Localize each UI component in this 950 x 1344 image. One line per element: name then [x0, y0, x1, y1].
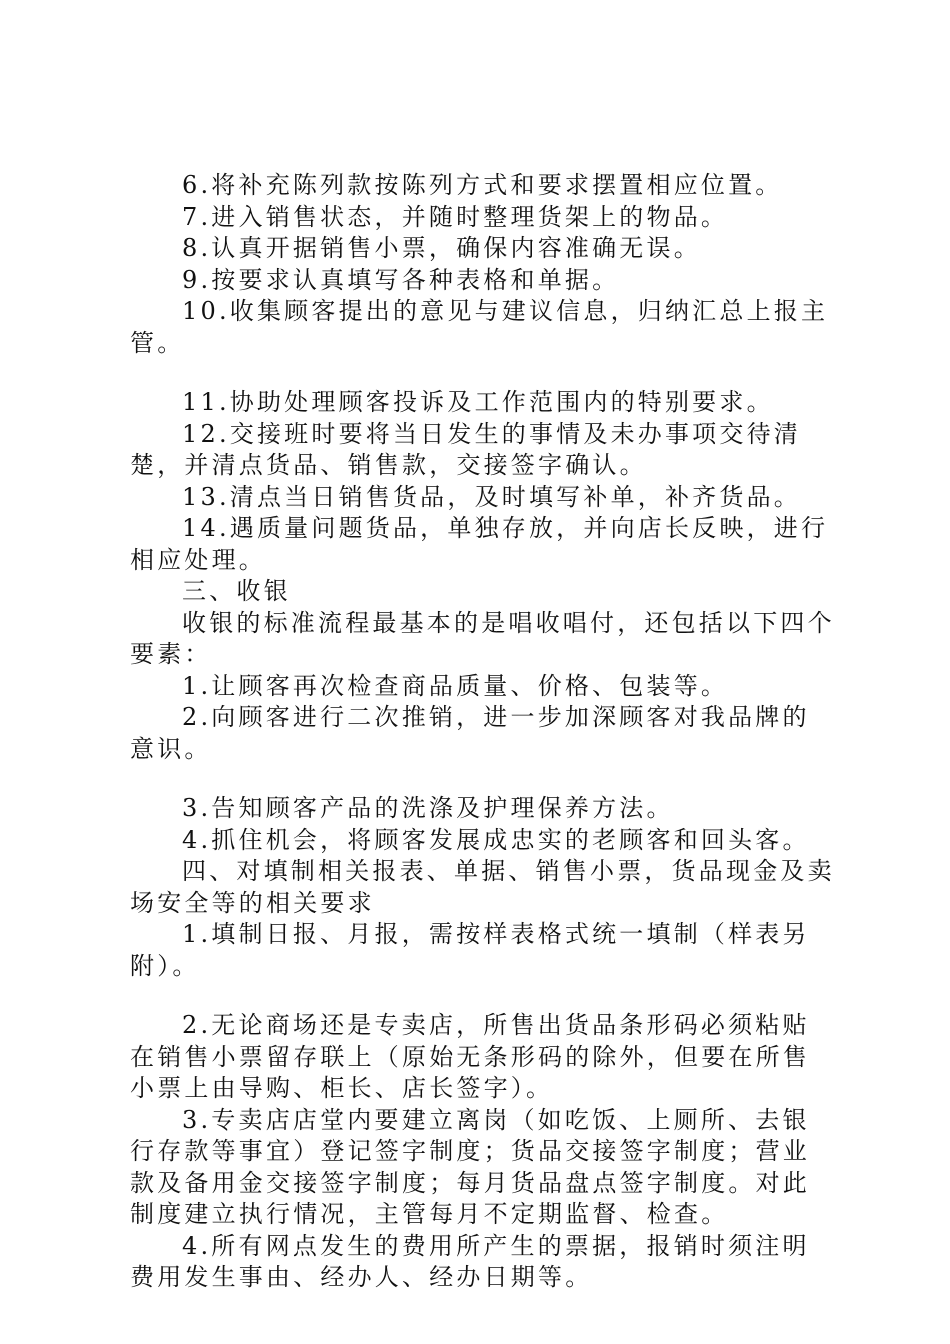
- requirement-item-2: 2.无论商场还是专卖店，所售出货品条形码必须粘贴在销售小票留存联上（原始无条形码的除外，但要在所售小票上由导购、柜长、店长签字）。: [130, 1011, 810, 1102]
- section-heading-requirements: 四、对填制相关报表、单据、销售小票，货品现金及卖场安全等的相关要求: [130, 857, 835, 917]
- paragraph-item-9: 9.按要求认真填写各种表格和单据。: [182, 265, 620, 294]
- paragraph-item-6: 6.将补充陈列款按陈列方式和要求摆置相应位置。: [182, 171, 783, 199]
- paragraph-item-12: 12.交接班时要将当日发生的事情及未办事项交待清楚，并清点货品、销售款，交接签字确认。: [130, 419, 801, 479]
- cashier-item-3: 3.告知顾客产品的洗涤及护理保养方法。: [182, 794, 674, 822]
- paragraph-item-8: 8.认真开据销售小票，确保内容准确无误。: [182, 234, 701, 262]
- requirement-item-4: 4.所有网点发生的费用所产生的票据，报销时须注明费用发生事由、经办人、经办日期等。: [130, 1231, 810, 1291]
- paragraph-item-14: 14.遇质量问题货品，单独存放，并向店长反映，进行相应处理。: [130, 514, 829, 574]
- paragraph-item-13: 13.清点当日销售货品，及时填写补单，补齐货品。: [182, 482, 801, 511]
- paragraph-spacer: [130, 982, 835, 1010]
- section-heading-cashier: 三、收银: [182, 577, 291, 605]
- paragraph-cashier-intro: 收银的标准流程最基本的是唱收唱付，还包括以下四个要素：: [130, 608, 835, 668]
- paragraph-item-10: 10.收集顾客提出的意见与建议信息，归纳汇总上报主管。: [130, 297, 829, 357]
- paragraph-spacer: [130, 359, 835, 387]
- cashier-item-2: 2.向顾客进行二次推销，进一步加深顾客对我品牌的意识。: [130, 703, 810, 763]
- document-body: [130, 170, 835, 1294]
- cashier-item-1: 1.让顾客再次检查商品质量、价格、包装等。: [182, 671, 729, 700]
- requirement-item-3: 3.专卖店店堂内要建立离岗（如吃饭、上厕所、去银行存款等事宜）登记签字制度；货品交接签字制度；营业款及备用金交接签字制度；每月货品盘点签字制度。对此制度建立执行情况，主管每月不定期监督、检查。: [130, 1105, 810, 1228]
- requirement-item-1: 1.填制日报、月报，需按样表格式统一填制（样表另附）。: [130, 920, 810, 980]
- paragraph-spacer: [130, 765, 835, 793]
- paragraph-item-11: 11.协助处理顾客投诉及工作范围内的特别要求。: [182, 388, 774, 416]
- paragraph-item-7: 7.进入销售状态，并随时整理货架上的物品。: [182, 202, 729, 231]
- cashier-item-4: 4.抓住机会，将顾客发展成忠实的老顾客和回头客。: [182, 825, 810, 854]
